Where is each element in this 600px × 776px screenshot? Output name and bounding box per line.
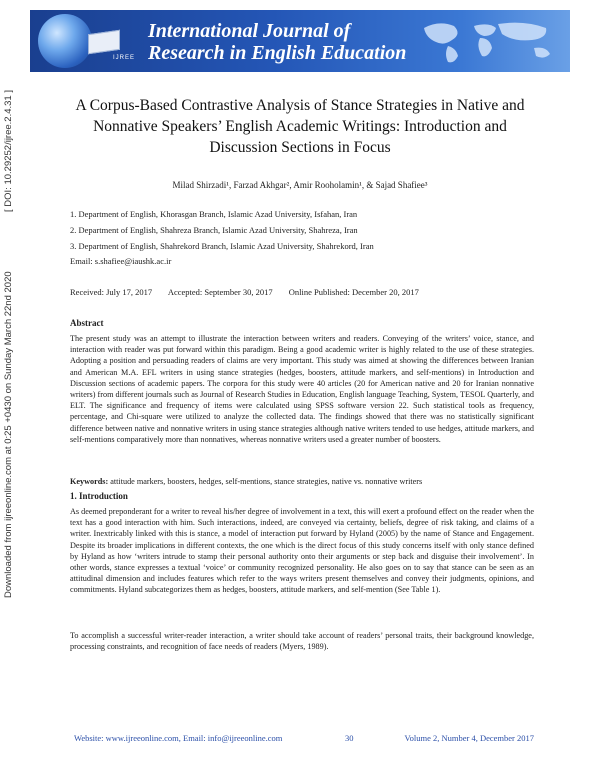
- introduction-paragraph-1: As deemed preponderant for a writer to reveal his/her degree of involvement in a text, this will exert a profound effect on the reader when the text has a good interaction with him. Such interactions, indeed, are conveyed via certainty, beliefs, degree of risk taking, and claims of a writer. Inextricably linked with this is stance, a model of interaction put forward by Hyland (2005) by the name of Stance and Engagement. Despite its broader implications in different contexts, the one which is the direct focus of this study concerns itself with only stance defined by Hyland as how ‘writers intrude to stamp their personal authority onto their arguments or step back and disguise their involvement’. In other words, stance expresses a textual ‘voice’ or community recognized personality. He also goes on to say that stance can be seen as an attitudinal dimension and includes features which refer to the ways writers present themselves and convey their judgments, opinions, and commitments. Hyland subcategorizes them as hedges, boosters, attitude markers, and self-mention (See Table 1).: [70, 507, 534, 595]
- globe-icon: [38, 14, 92, 68]
- keywords: [70, 477, 534, 486]
- introduction-heading: 1. Introduction: [70, 491, 128, 501]
- affiliation-1: 1. Department of English, Khorasgan Branch, Islamic Azad University, Isfahan, Iran: [70, 209, 358, 219]
- published-date: Online Published: December 20, 2017: [288, 287, 419, 297]
- received-date: Received: July 17, 2017: [70, 287, 153, 297]
- paper-title: [60, 95, 540, 158]
- world-map-icon: [414, 16, 564, 66]
- author-email: Email: s.shafiee@iaushk.ac.ir: [70, 256, 172, 266]
- page-number: 30: [345, 733, 354, 743]
- journal-title: [148, 20, 406, 64]
- paper-title-line3: Discussion Sections in Focus: [209, 139, 391, 156]
- paper-title-line2: Nonnative Speakers’ English Academic Writings: Introduction and: [93, 118, 507, 135]
- paper-title-line1: A Corpus-Based Contrastive Analysis of Stance Strategies in Native and: [75, 97, 525, 114]
- doi-side-text: [ DOI: 10.29252/ijree.2.4.31 ]: [3, 90, 14, 212]
- footer-website: Website: www.ijreeonline.com, Email: info@ijreeonline.com: [74, 733, 283, 743]
- abstract-body: The present study was an attempt to illustrate the interaction between writers and readers. Conveying of the writers’ voice, stance, and interaction with reader was put forward within this paradigm. Being a good academic writer is highly related to the use of these strategies. Adopting a position and persuading readers of claims are very important. This study was aimed at showing the differences between Iranian and American M.A. EFL writers in using stance strategies (hedges, boosters, attitude markers, and self-mentions) in Introduction and Discussion sections of academic papers. The corpora for this study were 40 articles (20 for American native and 20 for Iranian nonnative writers) from different journals such as Journal of Research Studies in Education, English language Teaching, System, TESOL Quarterly, and ELT. The significance and frequency of items were calculated using SPSS software version 22. Such statistical tools as frequency, percentage, and Chi-square were utilized to analyze the collected data. The findings showed that there was no statistically significant difference between native and nonnative writers in using stance strategies although native writers tended to use hedges, attitude markers, and self-mentions comparatively more than nonnatives, whereas nonnative writers used a greater number of boosters.: [70, 334, 534, 444]
- journal-title-line2: Research in English Education: [148, 42, 407, 64]
- journal-banner: [30, 10, 570, 72]
- footer-volume: Volume 2, Number 4, December 2017: [404, 733, 534, 743]
- book-icon: [88, 30, 120, 54]
- keywords-text: attitude markers, boosters, hedges, self-mentions, stance strategies, native vs. nonnative writers: [108, 477, 423, 486]
- affiliation-2: 2. Department of English, Shahreza Branch, Islamic Azad University, Shahreza, Iran: [70, 225, 358, 235]
- logo-text: IJREE: [113, 55, 136, 61]
- abstract-heading: Abstract: [70, 318, 104, 328]
- keywords-label: Keywords:: [70, 477, 109, 486]
- publication-dates: [70, 287, 540, 297]
- introduction-paragraph-2: To accomplish a successful writer-reader interaction, a writer should take account of readers’ personal traits, their background knowledge, processing constraints, and recognition of face needs of readers (Myers, 1989).: [70, 631, 534, 652]
- affiliation-3: 3. Department of English, Shahrekord Branch, Islamic Azad University, Shahrekord, Iran: [70, 241, 374, 251]
- author-list: Milad Shirzadi¹, Farzad Akhgar², Amir Rooholamin¹, & Sajad Shafiee³: [172, 180, 428, 190]
- accepted-date: Accepted: September 30, 2017: [167, 287, 273, 297]
- journal-title-line1: International Journal of: [148, 20, 351, 42]
- page-footer: [74, 733, 534, 743]
- download-side-text: Downloaded from ijreeonline.com at 0:25 +0430 on Sunday March 22nd 2020: [3, 271, 14, 598]
